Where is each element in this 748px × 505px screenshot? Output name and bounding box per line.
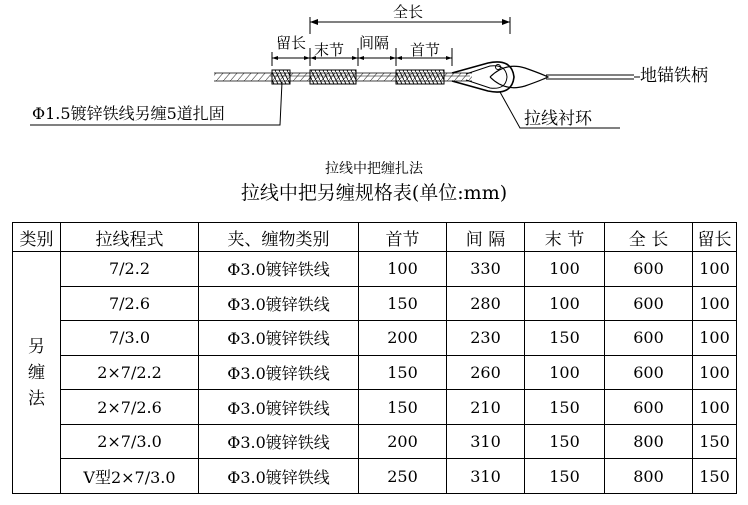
header-reserve: 留长 — [693, 223, 737, 252]
cell-program: 7/2.2 — [61, 252, 199, 287]
header-wire-type: 夹、缠物类别 — [199, 223, 359, 252]
cell-end: 150 — [525, 321, 605, 356]
table-row — [13, 286, 737, 321]
cell-program: 7/2.6 — [61, 286, 199, 321]
cell-program: 2×7/2.6 — [61, 390, 199, 425]
cell-end: 100 — [525, 286, 605, 321]
cell-reserve: 100 — [693, 252, 737, 287]
table-row — [13, 321, 737, 356]
category-char: 缠 — [28, 362, 45, 383]
cell-wire: Φ3.0镀锌铁线 — [199, 459, 359, 494]
cell-end: 100 — [525, 252, 605, 287]
header-category: 类别 — [13, 223, 61, 252]
header-first: 首节 — [359, 223, 447, 252]
diagram-caption: 拉线中把缠扎法 — [325, 161, 423, 177]
table-row — [13, 355, 737, 390]
cell-program: V型2×7/3.0 — [61, 459, 199, 494]
cell-interval: 260 — [447, 355, 525, 390]
cell-reserve: 100 — [693, 390, 737, 425]
binding-leader — [272, 82, 282, 125]
category-char: 另 — [28, 336, 45, 357]
cell-total: 800 — [605, 424, 693, 459]
cell-program: 7/3.0 — [61, 321, 199, 356]
first-section-wrap — [396, 70, 444, 84]
cell-wire: Φ3.0镀锌铁线 — [199, 390, 359, 425]
table-row — [13, 252, 737, 287]
end-section-label: 末节 — [314, 41, 345, 59]
cell-reserve: 150 — [693, 459, 737, 494]
binding-diagram — [0, 0, 748, 160]
cell-interval: 310 — [447, 424, 525, 459]
cell-program: 2×7/2.2 — [61, 355, 199, 390]
table-row — [13, 424, 737, 459]
cell-reserve: 100 — [693, 286, 737, 321]
interval-label: 间隔 — [359, 34, 390, 52]
cell-reserve: 100 — [693, 355, 737, 390]
cell-total: 600 — [605, 321, 693, 356]
cell-first: 200 — [359, 424, 447, 459]
cell-wire: Φ3.0镀锌铁线 — [199, 424, 359, 459]
category-char: 法 — [28, 388, 45, 409]
header-row — [13, 223, 737, 252]
table-row — [13, 390, 737, 425]
cell-interval: 280 — [447, 286, 525, 321]
cell-total: 800 — [605, 459, 693, 494]
cell-program: 2×7/3.0 — [61, 424, 199, 459]
end-section-wrap — [310, 70, 356, 84]
cell-first: 100 — [359, 252, 447, 287]
cell-first: 150 — [359, 355, 447, 390]
category-cell — [13, 252, 61, 494]
cell-end: 150 — [525, 424, 605, 459]
table-row — [13, 459, 737, 494]
cell-wire: Φ3.0镀锌铁线 — [199, 252, 359, 287]
cell-end: 100 — [525, 355, 605, 390]
table-title: 拉线中把另缠规格表(单位:mm) — [240, 182, 508, 204]
cell-first: 200 — [359, 321, 447, 356]
header-total: 全 长 — [605, 223, 693, 252]
cell-first: 250 — [359, 459, 447, 494]
cell-end: 150 — [525, 459, 605, 494]
cell-total: 600 — [605, 390, 693, 425]
cell-wire: Φ3.0镀锌铁线 — [199, 355, 359, 390]
spec-table — [12, 222, 737, 494]
thimble-label: 拉线衬环 — [524, 109, 592, 129]
cell-wire: Φ3.0镀锌铁线 — [199, 321, 359, 356]
reserve-length-label: 留长 — [276, 34, 307, 52]
cell-total: 600 — [605, 286, 693, 321]
cell-total: 600 — [605, 355, 693, 390]
cell-reserve: 150 — [693, 424, 737, 459]
cell-interval: 230 — [447, 321, 525, 356]
anchor-handle-label: 地锚铁柄 — [640, 66, 708, 86]
binding-drawing — [0, 0, 748, 160]
binding-turns — [272, 70, 290, 84]
cell-wire: Φ3.0镀锌铁线 — [199, 286, 359, 321]
first-section-label: 首节 — [410, 41, 441, 59]
cell-interval: 310 — [447, 459, 525, 494]
header-program: 拉线程式 — [61, 223, 199, 252]
cell-interval: 330 — [447, 252, 525, 287]
binding-note-label: Φ1.5镀锌铁线另缠5道扎固 — [32, 104, 225, 123]
cell-first: 150 — [359, 286, 447, 321]
cell-first: 150 — [359, 390, 447, 425]
cell-interval: 210 — [447, 390, 525, 425]
cell-end: 150 — [525, 390, 605, 425]
header-end: 末 节 — [525, 223, 605, 252]
cell-reserve: 100 — [693, 321, 737, 356]
cell-total: 600 — [605, 252, 693, 287]
header-interval: 间 隔 — [447, 223, 525, 252]
total-length-label: 全长 — [393, 3, 424, 21]
